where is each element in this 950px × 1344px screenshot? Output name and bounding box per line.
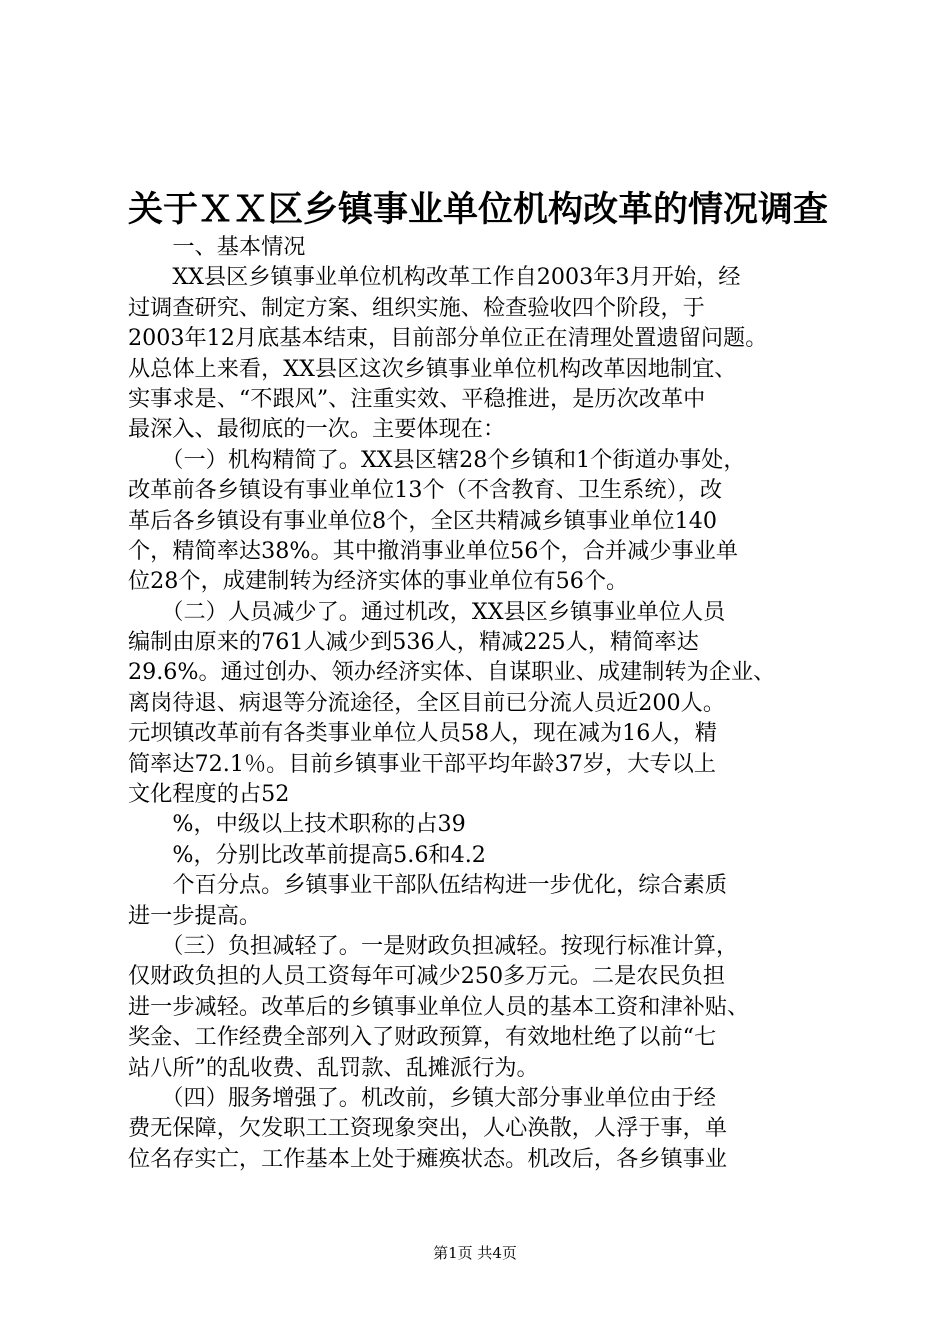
- body-line: 个，精简率达38%。其中撤消事业单位56个，合并减少事业单: [128, 537, 739, 564]
- body-line: 文化程度的占52: [128, 781, 290, 808]
- body-line: %，分别比改革前提高5.6和4.2: [128, 841, 486, 868]
- body-line: 进一步减轻。改革后的乡镇事业单位人员的基本工资和津补贴、: [128, 993, 750, 1020]
- body-line: 站八所”的乱收费、乱罚款、乱摊派行为。: [128, 1054, 539, 1081]
- body-line: 编制由原来的761人减少到536人，精减225人，精简率达: [128, 629, 699, 656]
- body-line: （二）人员减少了。通过机改，XX县区乡镇事业单位人员: [128, 598, 726, 625]
- body-line: 奖金、工作经费全部列入了财政预算，有效地杜绝了以前“七: [128, 1024, 717, 1051]
- body-line: （四）服务增强了。机改前，乡镇大部分事业单位由于经: [128, 1084, 716, 1111]
- body-line: 简率达72.1％。目前乡镇事业干部平均年龄37岁，大专以上: [128, 750, 716, 777]
- body-line: 元坝镇改革前有各类事业单位人员58人，现在减为16人，精: [128, 720, 717, 747]
- body-line: 最深入、最彻底的一次。主要体现在：: [128, 416, 506, 443]
- page-number-footer: 第1页 共4页: [433, 1244, 517, 1262]
- body-line: （三）负担减轻了。一是财政负担减轻。按现行标准计算，: [128, 932, 739, 959]
- body-line: XX县区乡镇事业单位机构改革工作自2003年3月开始，经: [128, 264, 741, 291]
- document-body: [128, 232, 840, 1174]
- body-line: 从总体上来看，XX县区这次乡镇事业单位机构改革因地制宜、: [128, 355, 737, 382]
- body-line: 2003年12月底基本结束，目前部分单位正在清理处置遗留问题。: [128, 325, 768, 352]
- body-line: 个百分点。乡镇事业干部队伍结构进一步优化，综合素质: [128, 872, 728, 899]
- body-line: %，中级以上技术职称的占39: [128, 811, 466, 838]
- body-line: 仅财政负担的人员工资每年可减少250多万元。二是农民负担: [128, 963, 726, 990]
- body-line: 进一步提高。: [128, 902, 262, 929]
- document-title: 关于ＸＸ区乡镇事业单位机构改革的情况调查: [128, 189, 829, 230]
- body-line: 离岗待退、病退等分流途径，全区目前已分流人员近200人。: [128, 689, 726, 716]
- body-line: （一）机构精简了。XX县区辖28个乡镇和1个街道办事处，: [128, 446, 746, 473]
- body-line: 革后各乡镇设有事业单位8个，全区共精减乡镇事业单位140: [128, 507, 717, 534]
- body-line: 过调查研究、制定方案、组织实施、检查验收四个阶段，于: [128, 294, 705, 321]
- body-line: 费无保障，欠发职工工资现象突出，人心涣散，人浮于事，单: [128, 1115, 728, 1142]
- body-line: 实事求是、“不跟风”、注重实效、平稳推进，是历次改革中: [128, 385, 706, 412]
- body-line: 一、基本情况: [128, 234, 306, 260]
- body-line: 位名存实亡，工作基本上处于瘫痪状态。机改后，各乡镇事业: [128, 1145, 728, 1172]
- body-line: 29.6%。通过创办、领办经济实体、自谋职业、成建制转为企业、: [128, 659, 776, 686]
- body-line: 改革前各乡镇设有事业单位13个（不含教育、卫生系统），改: [128, 477, 723, 504]
- body-line: 位28个，成建制转为经济实体的事业单位有56个。: [128, 568, 629, 595]
